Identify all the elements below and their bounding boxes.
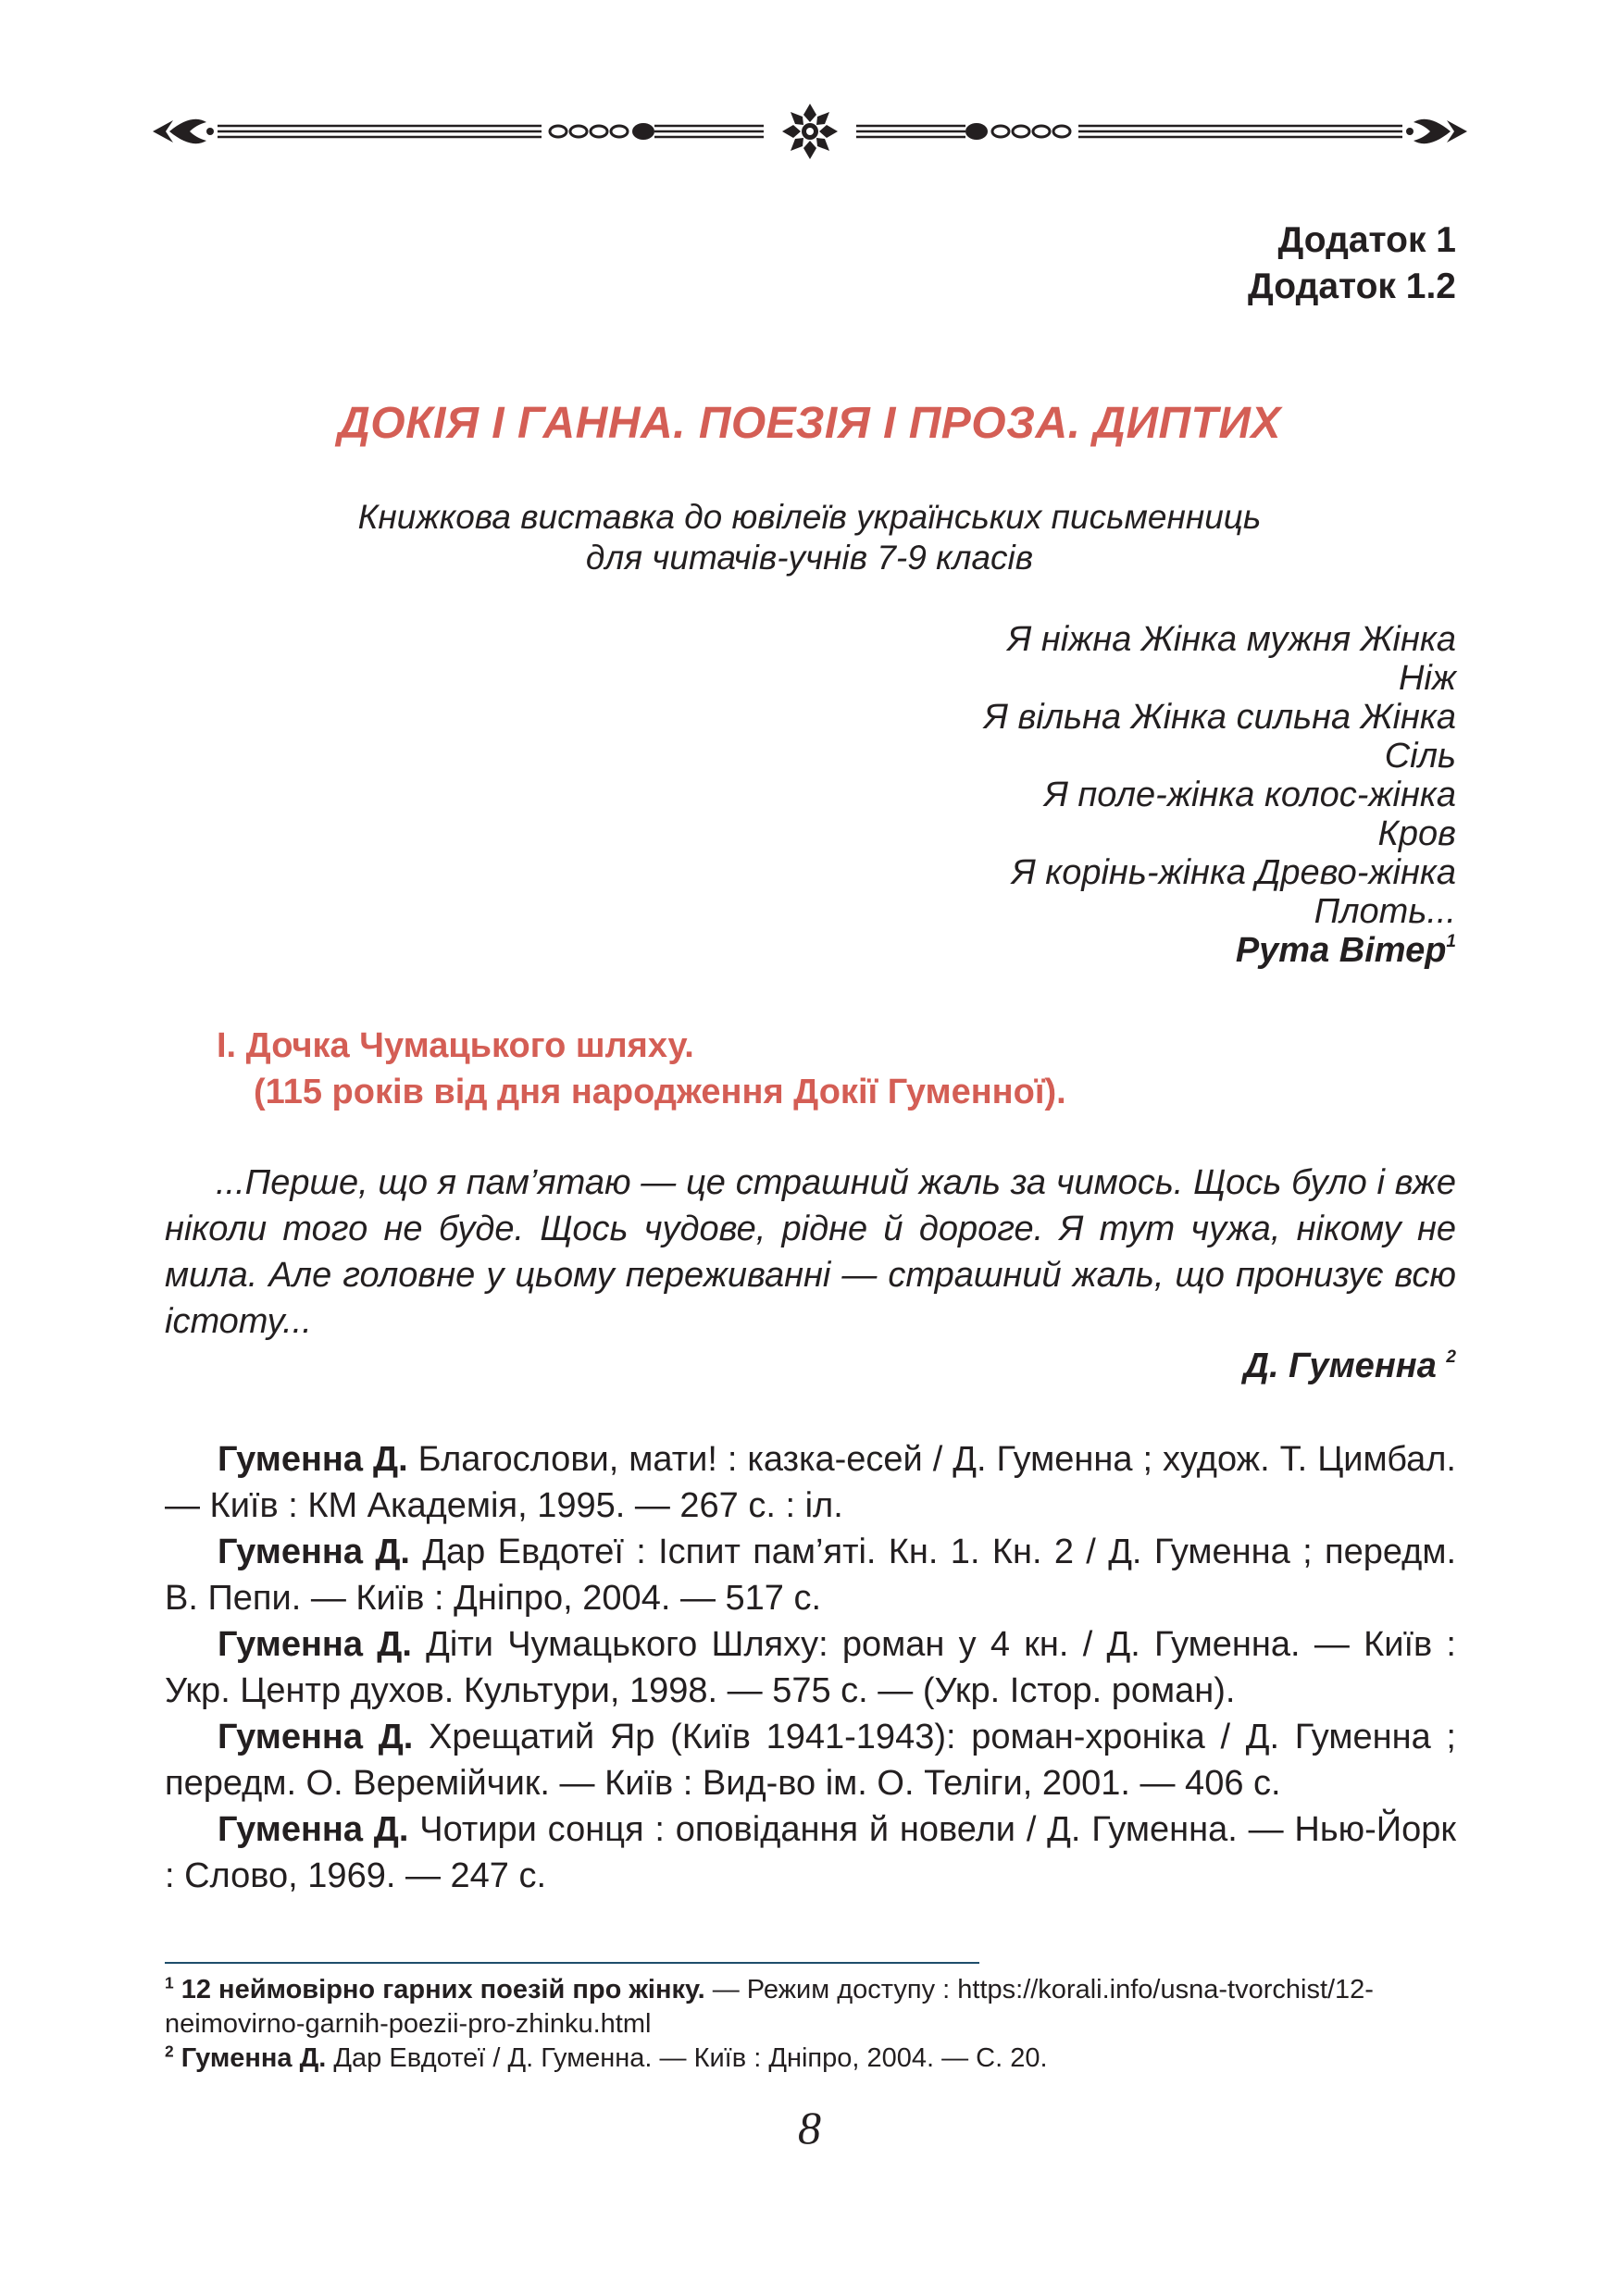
appendix-label — [1248, 217, 1456, 310]
poem-line: Я корінь-жінка Древо-жінка — [1011, 853, 1456, 892]
footnote-number: 2 — [165, 2042, 174, 2061]
poem-line: Я поле-жінка колос-жінка — [1043, 776, 1456, 814]
entry-author: Гуменна Д. — [218, 1440, 408, 1479]
entry-author: Гуменна Д. — [218, 1533, 410, 1571]
poem-line: Я вільна Жінка сильна Жінка — [983, 698, 1456, 737]
section-heading — [217, 1023, 1066, 1115]
footnote-divider — [165, 1962, 979, 1964]
quote-author-name: Д. Гуменна — [1243, 1347, 1437, 1385]
bibliography-entry — [165, 1436, 1456, 1529]
entry-details: Дар Евдотеї : Іспит пам’яті. Кн. 1. Кн. 2 / Д. Гуменна ; передм. В. Пепи. — Київ : Дніпро, 2004. — 517 с. — [165, 1533, 1457, 1618]
entry-details: Чотири сонця : оповідання й новели / Д. Гуменна. — Нью-Йорк : Слово, 1969. — 247 с. — [165, 1810, 1456, 1895]
decorative-ornament — [153, 104, 1467, 159]
footnote-number: 1 — [165, 1973, 174, 1992]
poem-line: Я ніжна Жінка мужня Жінка — [1007, 620, 1456, 659]
page-subtitle — [0, 497, 1619, 578]
author-quote: ...Перше, що я пам’ятаю — це страшний жаль за чимось. Щось було і вже ніколи того не буде. Щось чудове, рідне й дороге. Я тут чужа, нікому не мила. Але головне у цьому переживанні — страшний жаль, що пронизує всю істоту... — [165, 1163, 1456, 1341]
footnotes — [165, 1973, 1461, 2076]
footnote — [165, 1973, 1461, 2042]
bibliography-list — [165, 1436, 1456, 1899]
bibliography-entry — [165, 1529, 1456, 1621]
footnote-title: Гуменна Д. — [181, 2043, 327, 2073]
poem-author-name: Рута Вітер — [1235, 931, 1447, 970]
poem-author — [984, 931, 1456, 970]
entry-author: Гуменна Д. — [218, 1625, 412, 1664]
entry-details: Діти Чумацького Шляху: роман у 4 кн. / Д. Гуменна. — Київ : Укр. Центр духов. Культури, 1998. — 575 с. — (Укр. Істор. роман). — [165, 1625, 1456, 1710]
bibliography-entry — [165, 1714, 1456, 1806]
section-anniversary: (115 років від дня народження Докії Гуменної). — [254, 1073, 1066, 1111]
bibliography-entry — [165, 1621, 1456, 1714]
epigraph-poem — [984, 620, 1456, 970]
poem-line: Ніж — [1398, 659, 1456, 698]
footnote-title: 12 неймовірно гарних поезій про жінку. — [181, 1975, 705, 2004]
section-title: І. Дочка Чумацького шляху. — [217, 1026, 694, 1065]
footnote-text: Дар Евдотеї / Д. Гуменна. — Київ : Дніпро, 2004. — С. 20. — [326, 2043, 1048, 2073]
bibliography-entry — [165, 1806, 1456, 1899]
footnote-ref[interactable]: 1 — [1446, 931, 1456, 951]
entry-author: Гуменна Д. — [218, 1718, 414, 1756]
entry-details: Благослови, мати! : казка-есей / Д. Гуменна ; худож. Т. Цимбал. — Київ : КМ Академія, 1995. — 267 с. : іл. — [165, 1440, 1456, 1525]
poem-line: Плоть... — [1314, 892, 1456, 931]
footnote-text[interactable]: — Режим доступу : https://korali.info/usna-tvorchist/12-neimovirno-garnih-poezii-pro-zhinku.html — [165, 1975, 1374, 2039]
page-number: 8 — [798, 2102, 821, 2153]
entry-author: Гуменна Д. — [218, 1810, 409, 1849]
subtitle-line: Книжкова виставка до ювілеїв українських письменниць — [357, 498, 1262, 536]
poem-line: Кров — [1377, 814, 1456, 853]
footnote — [165, 2042, 1461, 2076]
quote-author — [1244, 1347, 1457, 1386]
appendix-sub-number: Додаток 1.2 — [1248, 267, 1456, 306]
appendix-number: Додаток 1 — [1277, 220, 1456, 260]
entry-details: Хрещатий Яр (Київ 1941-1943): роман-хроніка / Д. Гуменна ; передм. О. Веремійчик. — Київ : Вид-во ім. О. Теліги, 2001. — 406 с. — [165, 1718, 1456, 1803]
page-title: ДОКІЯ І ГАННА. ПОЕЗІЯ І ПРОЗА. ДИПТИХ — [338, 399, 1281, 448]
footnote-ref[interactable]: 2 — [1446, 1347, 1456, 1367]
subtitle-line: для читачів-учнів 7-9 класів — [585, 539, 1034, 577]
poem-line: Сіль — [1384, 737, 1456, 776]
